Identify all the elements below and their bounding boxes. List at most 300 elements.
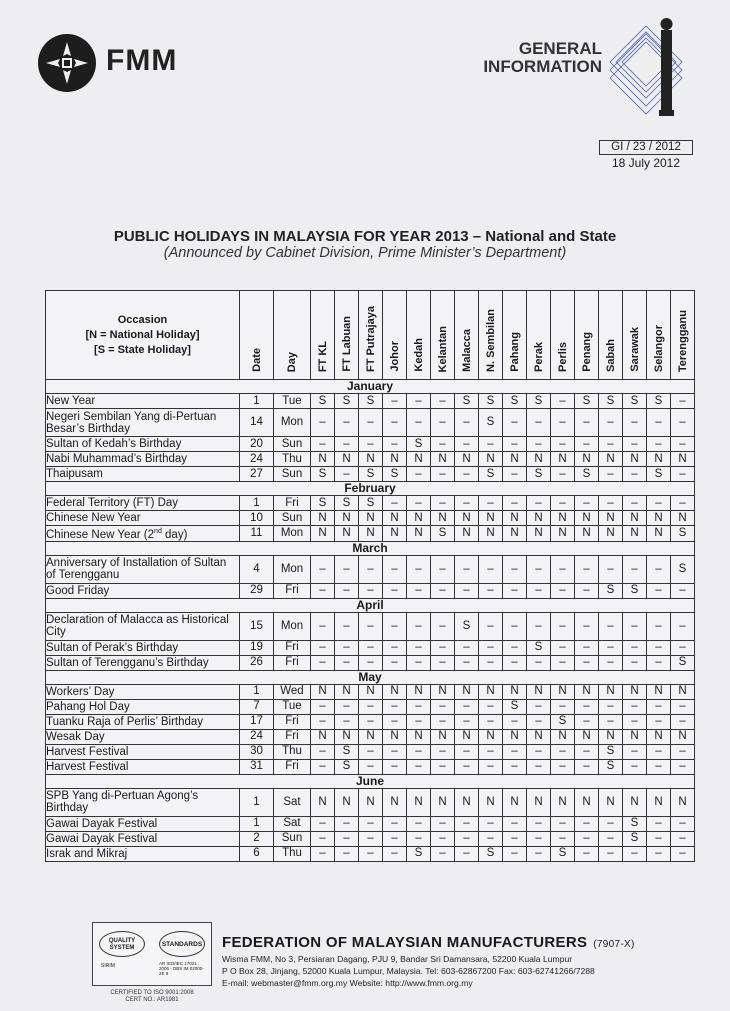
holiday-mark-cell: –	[527, 496, 551, 511]
holiday-mark-cell: S	[503, 394, 527, 409]
holiday-mark-cell: N	[647, 452, 671, 467]
holiday-mark-cell: –	[407, 714, 431, 729]
holiday-mark-cell: –	[623, 714, 647, 729]
holiday-mark-cell: S	[479, 394, 503, 409]
quality-system-badge: QUALITY SYSTEM	[99, 931, 145, 957]
holiday-mark-cell: N	[407, 511, 431, 526]
holiday-mark-cell: –	[431, 612, 455, 640]
holiday-mark-cell: –	[647, 583, 671, 598]
holiday-mark-cell: N	[407, 526, 431, 542]
table-row	[46, 684, 695, 699]
holiday-mark-cell: –	[503, 437, 527, 452]
holiday-mark-cell: N	[647, 684, 671, 699]
date-cell: 19	[240, 640, 274, 655]
holiday-mark-cell: –	[647, 699, 671, 714]
holiday-mark-cell: –	[383, 846, 407, 861]
holiday-mark-cell: –	[407, 555, 431, 583]
holiday-mark-cell: –	[575, 409, 599, 437]
page-subtitle: (Announced by Cabinet Division, Prime Minister’s Department)	[163, 245, 567, 261]
day-cell: Thu	[274, 744, 311, 759]
holiday-mark-cell: –	[479, 831, 503, 846]
holiday-mark-cell: –	[455, 437, 479, 452]
holiday-mark-cell: –	[671, 846, 695, 861]
holiday-mark-cell: N	[479, 511, 503, 526]
holiday-mark-cell: –	[623, 846, 647, 861]
holiday-mark-cell: –	[383, 555, 407, 583]
holiday-mark-cell: –	[647, 409, 671, 437]
holiday-mark-cell: –	[551, 699, 575, 714]
date-cell: 30	[240, 744, 274, 759]
holiday-mark-cell: S	[623, 831, 647, 846]
state-header: FT KL	[311, 291, 335, 380]
holiday-mark-cell: –	[671, 640, 695, 655]
holiday-mark-cell: –	[527, 831, 551, 846]
holiday-mark-cell: N	[311, 452, 335, 467]
table-row	[46, 699, 695, 714]
holiday-mark-cell: –	[383, 816, 407, 831]
holiday-mark-cell: N	[455, 452, 479, 467]
holiday-mark-cell: –	[671, 496, 695, 511]
holiday-mark-cell: –	[575, 714, 599, 729]
holiday-mark-cell: S	[407, 846, 431, 861]
day-cell: Sun	[274, 467, 311, 482]
holiday-mark-cell: –	[647, 816, 671, 831]
holiday-mark-cell: –	[335, 555, 359, 583]
holiday-mark-cell: N	[335, 452, 359, 467]
holiday-mark-cell: –	[335, 816, 359, 831]
occasion-header: Occasion [N = National Holiday] [S = State Holiday]	[46, 291, 240, 380]
holiday-mark-cell: S	[551, 846, 575, 861]
holiday-mark-cell: N	[335, 526, 359, 542]
state-header: Kedah	[407, 291, 431, 380]
day-cell: Sun	[274, 437, 311, 452]
table-row	[46, 496, 695, 511]
state-header: Perlis	[551, 291, 575, 380]
holiday-mark-cell: –	[311, 714, 335, 729]
holiday-mark-cell: N	[359, 788, 383, 816]
occasion-cell: New Year	[46, 394, 240, 409]
state-header: Sarawak	[623, 291, 647, 380]
holiday-mark-cell: –	[455, 555, 479, 583]
holiday-mark-cell: –	[551, 655, 575, 670]
holiday-mark-cell: N	[503, 511, 527, 526]
holiday-mark-cell: –	[527, 437, 551, 452]
holiday-mark-cell: –	[455, 816, 479, 831]
state-header: N. Sembilan	[479, 291, 503, 380]
holiday-mark-cell: –	[311, 555, 335, 583]
holiday-mark-cell: –	[311, 409, 335, 437]
holiday-mark-cell: –	[359, 816, 383, 831]
holiday-mark-cell: –	[671, 394, 695, 409]
holiday-mark-cell: N	[455, 788, 479, 816]
holiday-mark-cell: N	[575, 511, 599, 526]
holiday-mark-cell: S	[311, 394, 335, 409]
holiday-mark-cell: N	[623, 788, 647, 816]
holiday-mark-cell: –	[407, 759, 431, 774]
holiday-mark-cell: –	[311, 612, 335, 640]
holiday-mark-cell: –	[407, 583, 431, 598]
holiday-mark-cell: –	[479, 496, 503, 511]
date-cell: 1	[240, 788, 274, 816]
holiday-mark-cell: –	[407, 816, 431, 831]
date-cell: 11	[240, 526, 274, 542]
org-short-name: FMM	[106, 44, 178, 77]
holiday-mark-cell: N	[647, 788, 671, 816]
occasion-cell: Gawai Dayak Festival	[46, 816, 240, 831]
holiday-mark-cell: S	[575, 467, 599, 482]
holiday-mark-cell: N	[383, 452, 407, 467]
holiday-mark-cell: –	[527, 583, 551, 598]
holiday-mark-cell: –	[407, 655, 431, 670]
holiday-mark-cell: –	[383, 394, 407, 409]
holiday-mark-cell: S	[335, 744, 359, 759]
holiday-mark-cell: –	[503, 496, 527, 511]
holiday-mark-cell: –	[311, 759, 335, 774]
holiday-mark-cell: –	[383, 714, 407, 729]
day-cell: Fri	[274, 655, 311, 670]
occasion-cell: Sultan of Kedah’s Birthday	[46, 437, 240, 452]
holiday-mark-cell: N	[671, 729, 695, 744]
holiday-mark-cell: N	[527, 526, 551, 542]
holiday-mark-cell: N	[623, 526, 647, 542]
holiday-mark-cell: N	[479, 788, 503, 816]
holiday-mark-cell: S	[335, 496, 359, 511]
holiday-mark-cell: –	[575, 437, 599, 452]
holiday-mark-cell: S	[335, 394, 359, 409]
holiday-mark-cell: N	[671, 511, 695, 526]
holiday-mark-cell: –	[551, 640, 575, 655]
holiday-mark-cell: –	[431, 640, 455, 655]
holiday-mark-cell: –	[431, 437, 455, 452]
holiday-mark-cell: –	[671, 759, 695, 774]
holiday-mark-cell: –	[527, 759, 551, 774]
holiday-mark-cell: N	[551, 452, 575, 467]
holiday-mark-cell: S	[431, 526, 455, 542]
table-row	[46, 729, 695, 744]
occasion-cell: Sultan of Terengganu’s Birthday	[46, 655, 240, 670]
holiday-mark-cell: –	[647, 555, 671, 583]
holiday-mark-cell: N	[551, 684, 575, 699]
holiday-mark-cell: –	[431, 816, 455, 831]
holiday-mark-cell: –	[599, 555, 623, 583]
holiday-mark-cell: –	[359, 640, 383, 655]
holiday-mark-cell: –	[479, 699, 503, 714]
occasion-cell: Wesak Day	[46, 729, 240, 744]
holiday-mark-cell: –	[503, 555, 527, 583]
holiday-mark-cell: –	[479, 555, 503, 583]
holiday-mark-cell: –	[599, 699, 623, 714]
certification-number: CERT NO.: AR1981	[125, 997, 179, 1003]
date-cell: 7	[240, 699, 274, 714]
holiday-mark-cell: N	[383, 729, 407, 744]
day-cell: Fri	[274, 640, 311, 655]
table-row	[46, 437, 695, 452]
holiday-mark-cell: N	[575, 729, 599, 744]
holiday-mark-cell: –	[503, 714, 527, 729]
holiday-mark-cell: –	[455, 640, 479, 655]
holiday-mark-cell: –	[311, 744, 335, 759]
holiday-mark-cell: –	[335, 640, 359, 655]
holiday-mark-cell: –	[335, 583, 359, 598]
occasion-cell: Good Friday	[46, 583, 240, 598]
holiday-mark-cell: –	[503, 846, 527, 861]
date-cell: 20	[240, 437, 274, 452]
holiday-mark-cell: –	[479, 612, 503, 640]
day-cell: Sat	[274, 816, 311, 831]
holiday-mark-cell: S	[479, 467, 503, 482]
holiday-mark-cell: –	[575, 831, 599, 846]
table-row	[46, 409, 695, 437]
occasion-cell: Federal Territory (FT) Day	[46, 496, 240, 511]
holiday-mark-cell: –	[623, 699, 647, 714]
holiday-mark-cell: –	[431, 583, 455, 598]
holiday-mark-cell: –	[599, 846, 623, 861]
holiday-mark-cell: –	[551, 759, 575, 774]
holiday-mark-cell: –	[623, 759, 647, 774]
holiday-mark-cell: –	[383, 759, 407, 774]
holiday-mark-cell: N	[431, 511, 455, 526]
holiday-mark-cell: –	[311, 816, 335, 831]
day-cell: Tue	[274, 699, 311, 714]
holiday-mark-cell: –	[479, 437, 503, 452]
holiday-mark-cell: N	[479, 452, 503, 467]
holiday-mark-cell: –	[527, 744, 551, 759]
holiday-mark-cell: –	[647, 831, 671, 846]
holiday-mark-cell: –	[575, 612, 599, 640]
holiday-mark-cell: –	[455, 467, 479, 482]
month-label: June	[46, 774, 695, 788]
holiday-mark-cell: –	[431, 759, 455, 774]
holiday-mark-cell: –	[551, 409, 575, 437]
holiday-mark-cell: –	[383, 831, 407, 846]
holiday-mark-cell: –	[407, 699, 431, 714]
holiday-mark-cell: N	[431, 452, 455, 467]
holiday-mark-cell: –	[335, 714, 359, 729]
state-header: Pahang	[503, 291, 527, 380]
holiday-mark-cell: –	[503, 640, 527, 655]
holiday-mark-cell: –	[575, 759, 599, 774]
holiday-mark-cell: N	[359, 452, 383, 467]
table-row	[46, 452, 695, 467]
month-row	[46, 482, 695, 496]
holiday-mark-cell: N	[527, 511, 551, 526]
holiday-mark-cell: S	[599, 759, 623, 774]
holiday-mark-cell: N	[455, 684, 479, 699]
holiday-mark-cell: –	[455, 583, 479, 598]
holiday-mark-cell: S	[359, 394, 383, 409]
date-cell: 4	[240, 555, 274, 583]
holiday-mark-cell: –	[455, 699, 479, 714]
holiday-mark-cell: –	[671, 409, 695, 437]
table-row	[46, 788, 695, 816]
holiday-mark-cell: –	[431, 496, 455, 511]
holiday-mark-cell: N	[407, 452, 431, 467]
holiday-mark-cell: –	[671, 831, 695, 846]
holiday-mark-cell: S	[647, 394, 671, 409]
holiday-mark-cell: –	[383, 583, 407, 598]
month-label: March	[46, 541, 695, 555]
holiday-mark-cell: –	[527, 655, 551, 670]
holiday-mark-cell: N	[383, 511, 407, 526]
holiday-mark-cell: N	[623, 511, 647, 526]
occasion-cell: Israk and Mikraj	[46, 846, 240, 861]
holiday-mark-cell: –	[503, 744, 527, 759]
holiday-mark-cell: –	[431, 744, 455, 759]
table-header-row	[46, 291, 695, 380]
holiday-mark-cell: –	[335, 409, 359, 437]
holiday-mark-cell: –	[431, 555, 455, 583]
holiday-mark-cell: –	[383, 744, 407, 759]
holiday-mark-cell: N	[359, 511, 383, 526]
holiday-mark-cell: –	[359, 555, 383, 583]
occasion-cell: Nabi Muhammad’s Birthday	[46, 452, 240, 467]
day-cell: Thu	[274, 846, 311, 861]
date-cell: 27	[240, 467, 274, 482]
date-cell: 1	[240, 394, 274, 409]
holiday-mark-cell: –	[455, 744, 479, 759]
holiday-mark-cell: –	[359, 831, 383, 846]
table-row	[46, 759, 695, 774]
holiday-mark-cell: –	[383, 409, 407, 437]
holiday-mark-cell: N	[551, 511, 575, 526]
holiday-mark-cell: –	[407, 612, 431, 640]
holiday-mark-cell: N	[383, 788, 407, 816]
occasion-cell: Declaration of Malacca as Historical City	[46, 612, 240, 640]
holiday-mark-cell: –	[551, 555, 575, 583]
federation-name: FEDERATION OF MALAYSIAN MANUFACTURERS (7907-X)	[222, 934, 635, 951]
holiday-mark-cell: –	[527, 612, 551, 640]
state-header: FT Putrajaya	[359, 291, 383, 380]
holiday-mark-cell: N	[647, 511, 671, 526]
holiday-mark-cell: –	[575, 583, 599, 598]
holiday-mark-cell: N	[479, 526, 503, 542]
table-row	[46, 394, 695, 409]
occasion-cell: Workers’ Day	[46, 684, 240, 699]
holiday-mark-cell: –	[335, 467, 359, 482]
holiday-mark-cell: N	[311, 526, 335, 542]
holiday-mark-cell: –	[359, 699, 383, 714]
holiday-mark-cell: N	[335, 788, 359, 816]
occasion-cell: Thaipusam	[46, 467, 240, 482]
holiday-mark-cell: –	[599, 640, 623, 655]
holiday-mark-cell: –	[455, 655, 479, 670]
table-row	[46, 555, 695, 583]
month-row	[46, 670, 695, 684]
holiday-mark-cell: –	[359, 714, 383, 729]
holiday-mark-cell: –	[647, 714, 671, 729]
table-row	[46, 583, 695, 598]
holiday-mark-cell: –	[551, 816, 575, 831]
holiday-mark-cell: –	[647, 612, 671, 640]
holiday-mark-cell: –	[407, 394, 431, 409]
holiday-mark-cell: –	[671, 699, 695, 714]
holiday-mark-cell: S	[551, 714, 575, 729]
holiday-mark-cell: S	[575, 394, 599, 409]
holiday-mark-cell: –	[335, 655, 359, 670]
holiday-mark-cell: S	[599, 583, 623, 598]
holiday-mark-cell: N	[623, 684, 647, 699]
holiday-mark-cell: –	[551, 744, 575, 759]
holiday-mark-cell: N	[407, 788, 431, 816]
holiday-mark-cell: –	[551, 583, 575, 598]
month-label: January	[46, 380, 695, 394]
page-title: PUBLIC HOLIDAYS IN MALAYSIA FOR YEAR 2013 – National and State	[113, 228, 617, 245]
holiday-mark-cell: –	[527, 409, 551, 437]
holiday-mark-cell: S	[359, 467, 383, 482]
holiday-mark-cell: –	[431, 699, 455, 714]
holiday-mark-cell: –	[431, 409, 455, 437]
holiday-mark-cell: –	[599, 467, 623, 482]
day-cell: Sun	[274, 831, 311, 846]
holiday-mark-cell: N	[455, 511, 479, 526]
holiday-mark-cell: –	[335, 831, 359, 846]
general-information-heading: GENERAL INFORMATION	[483, 39, 602, 76]
holiday-mark-cell: N	[575, 526, 599, 542]
holiday-mark-cell: –	[479, 640, 503, 655]
date-cell: 1	[240, 684, 274, 699]
holiday-mark-cell: –	[311, 437, 335, 452]
table-row	[46, 846, 695, 861]
holiday-mark-cell: –	[335, 846, 359, 861]
holiday-mark-cell: N	[407, 729, 431, 744]
holiday-mark-cell: –	[335, 612, 359, 640]
registration-number: (7907-X)	[593, 939, 635, 950]
holiday-mark-cell: –	[479, 714, 503, 729]
fmm-logo-icon	[38, 34, 96, 92]
holiday-mark-cell: –	[575, 846, 599, 861]
holiday-mark-cell: –	[647, 846, 671, 861]
holiday-mark-cell: –	[359, 846, 383, 861]
date-cell: 26	[240, 655, 274, 670]
holiday-mark-cell: –	[359, 437, 383, 452]
certification-line: CERTIFIED TO ISO 9001:2008	[110, 990, 194, 996]
table-row	[46, 612, 695, 640]
holiday-mark-cell: –	[503, 467, 527, 482]
standards-badge: STANDARDS	[159, 931, 205, 957]
holiday-mark-cell: N	[623, 729, 647, 744]
table-row	[46, 744, 695, 759]
day-cell: Mon	[274, 526, 311, 542]
holiday-mark-cell: S	[671, 655, 695, 670]
holiday-mark-cell: N	[599, 684, 623, 699]
sirim-label: SIRIM	[101, 963, 115, 969]
month-label: February	[46, 482, 695, 496]
holiday-mark-cell: N	[311, 729, 335, 744]
table-row	[46, 640, 695, 655]
holiday-mark-cell: –	[503, 831, 527, 846]
holiday-mark-cell: –	[479, 583, 503, 598]
holidays-table	[45, 290, 695, 862]
holiday-mark-cell: –	[383, 699, 407, 714]
holiday-mark-cell: –	[455, 831, 479, 846]
holiday-mark-cell: –	[599, 714, 623, 729]
holiday-mark-cell: –	[455, 759, 479, 774]
date-cell: 15	[240, 612, 274, 640]
holiday-mark-cell: N	[599, 452, 623, 467]
occasion-cell: SPB Yang di-Pertuan Agong’s Birthday	[46, 788, 240, 816]
holiday-mark-cell: S	[383, 467, 407, 482]
holiday-mark-cell: –	[671, 612, 695, 640]
holiday-mark-cell: N	[407, 684, 431, 699]
day-cell: Wed	[274, 684, 311, 699]
holiday-mark-cell: S	[671, 526, 695, 542]
state-header: Terengganu	[671, 291, 695, 380]
holiday-mark-cell: –	[599, 612, 623, 640]
holiday-mark-cell: N	[335, 684, 359, 699]
holiday-mark-cell: –	[623, 640, 647, 655]
date-cell: 10	[240, 511, 274, 526]
holiday-mark-cell: –	[551, 831, 575, 846]
